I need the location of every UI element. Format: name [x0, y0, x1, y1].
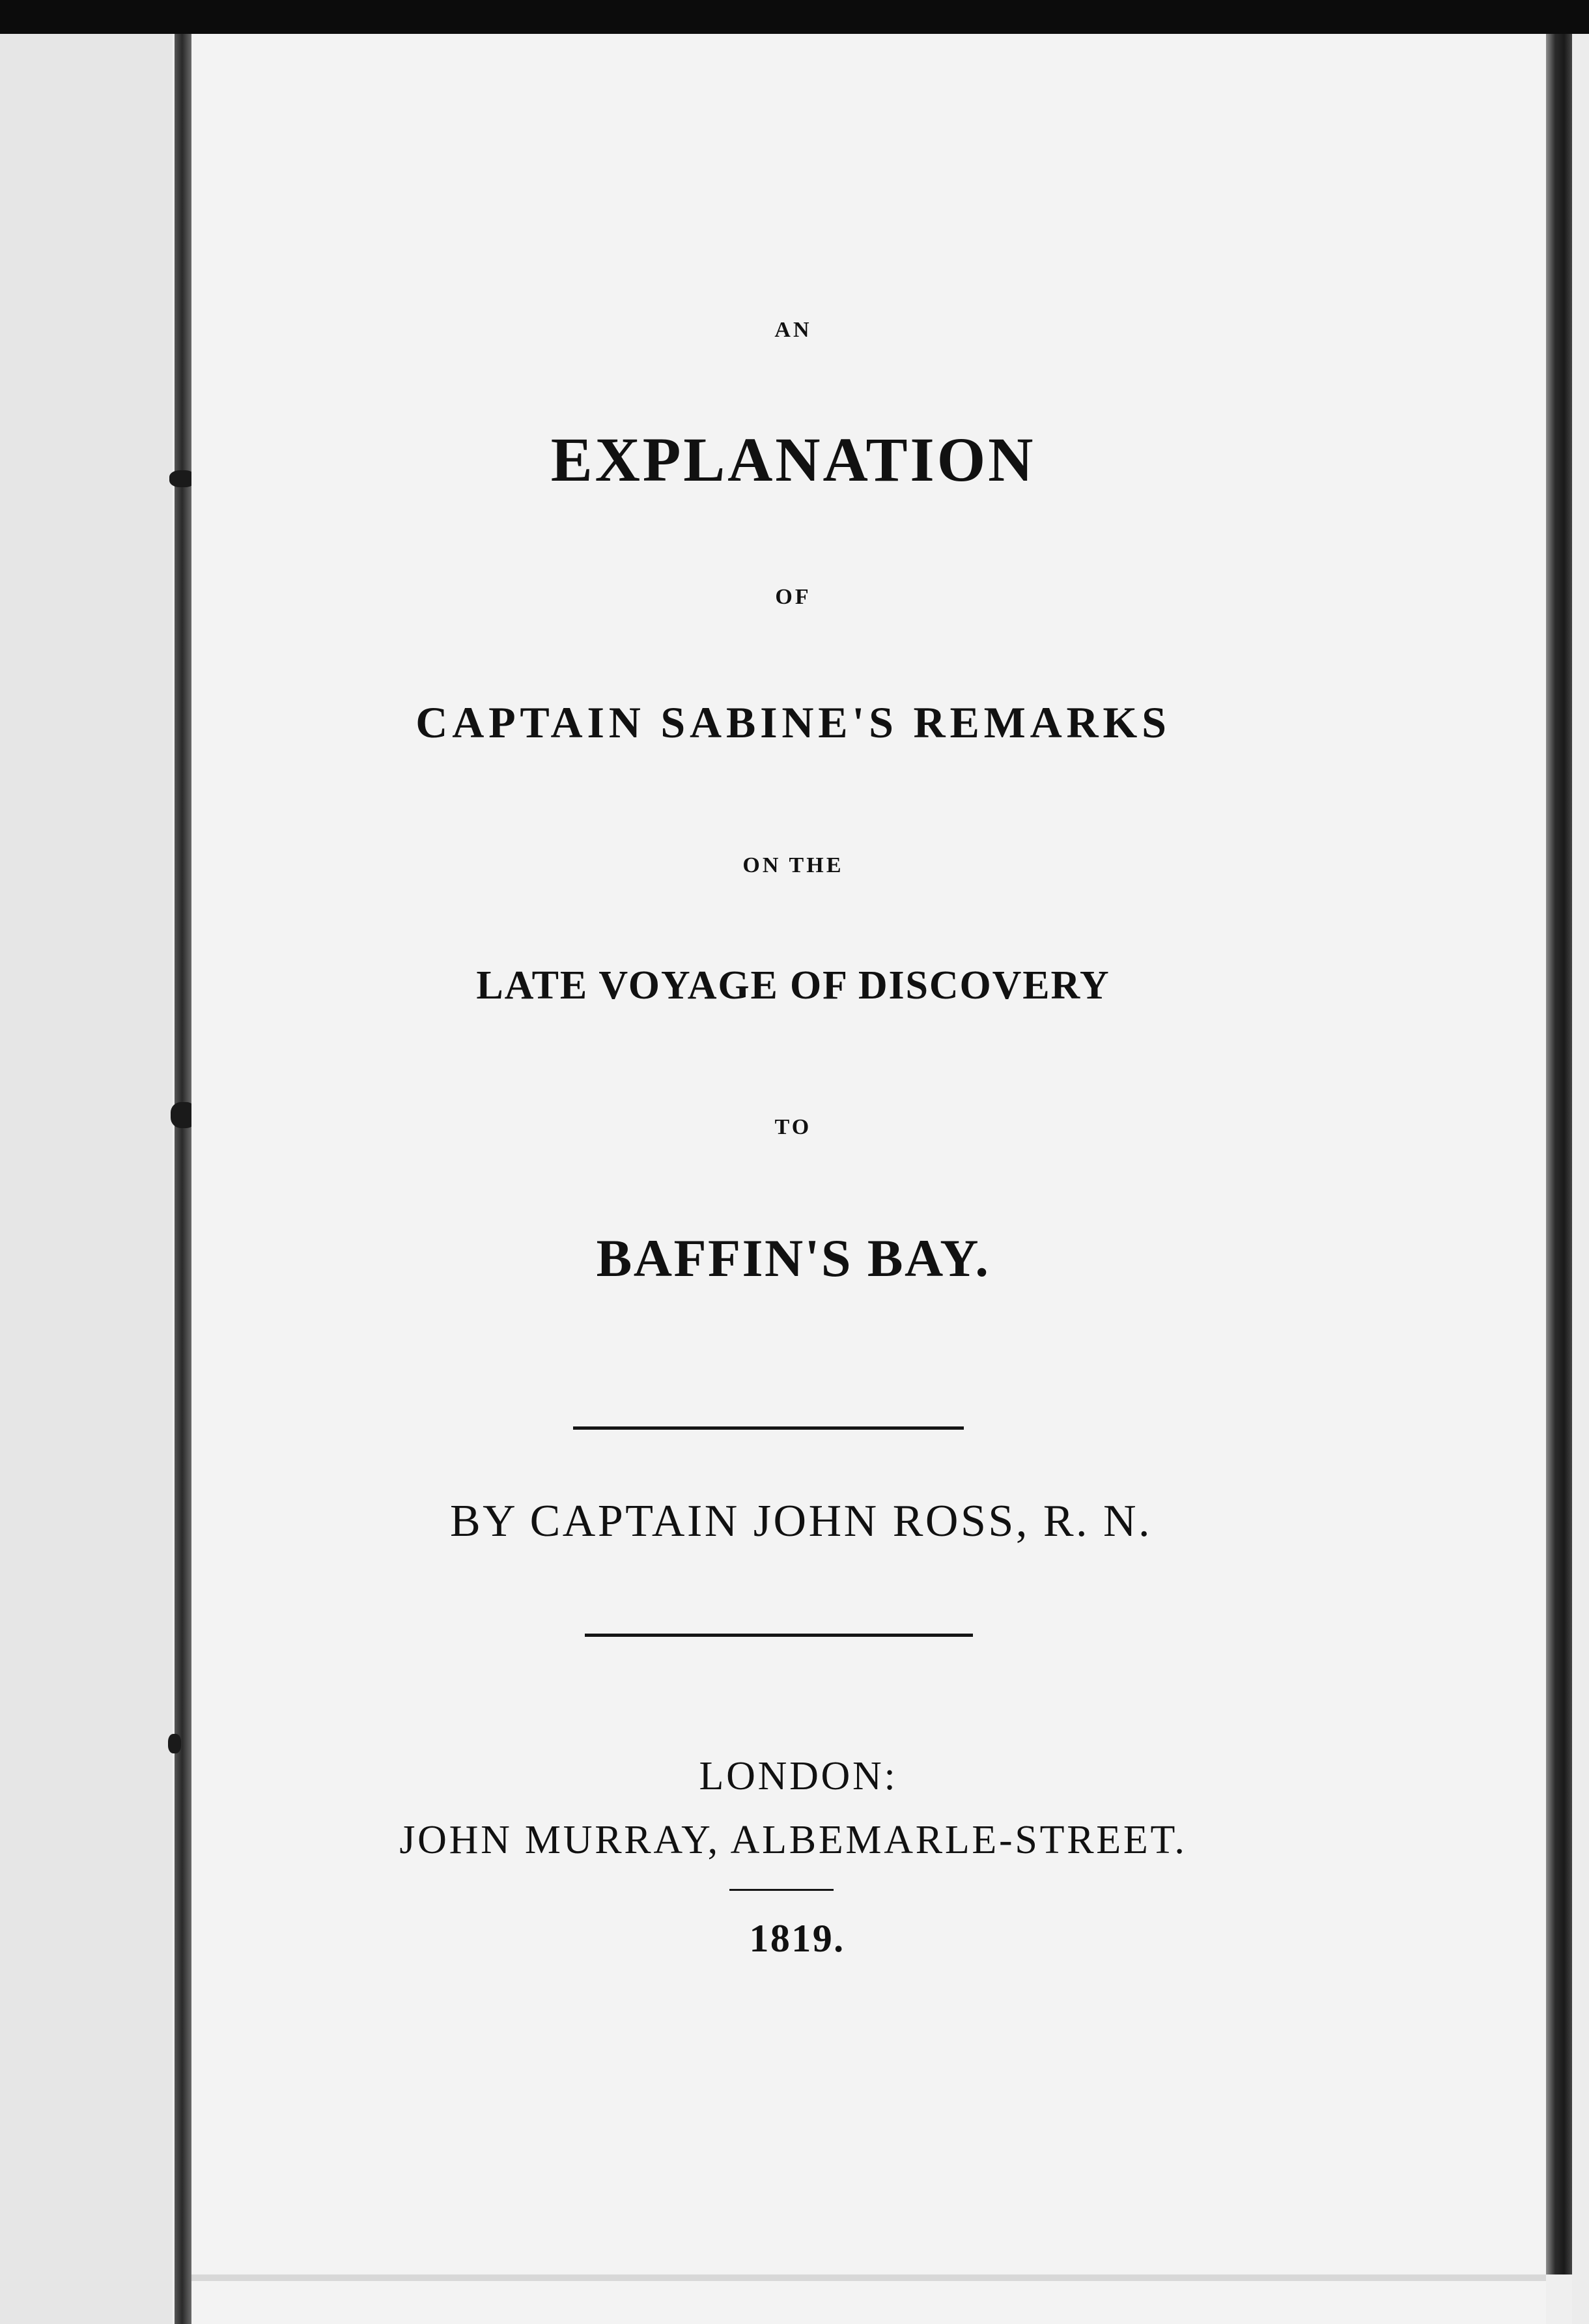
imprint-year: 1819.: [749, 1917, 845, 1960]
title-place: BAFFIN'S BAY.: [596, 1228, 991, 1288]
title-page: [191, 34, 1546, 2324]
page-bottom-edge: [191, 2274, 1546, 2281]
title-subject: CAPTAIN SABINE'S REMARKS: [415, 698, 1171, 747]
imprint-city: LONDON:: [699, 1754, 898, 1798]
scan-right-margin: [1572, 34, 1589, 2324]
divider-rule: [585, 1634, 973, 1637]
imprint-publisher: JOHN MURRAY, ALBEMARLE-STREET.: [399, 1818, 1187, 1862]
title-on-the: ON THE: [742, 853, 844, 877]
page-edge-shadow: [1546, 34, 1572, 2274]
title-main: EXPLANATION: [550, 425, 1036, 494]
divider-short-rule: [729, 1889, 834, 1891]
title-voyage: LATE VOYAGE OF DISCOVERY: [476, 963, 1110, 1008]
author-line: BY CAPTAIN JOHN ROSS, R. N.: [449, 1496, 1153, 1546]
divider-rule: [573, 1426, 964, 1430]
title-to: TO: [774, 1115, 812, 1139]
gutter-mark: [168, 1734, 181, 1753]
facing-page: [0, 34, 173, 2324]
title-an: AN: [774, 318, 812, 342]
scan-top-border: [0, 0, 1589, 34]
title-of: OF: [775, 585, 811, 609]
book-gutter: [175, 34, 191, 2324]
